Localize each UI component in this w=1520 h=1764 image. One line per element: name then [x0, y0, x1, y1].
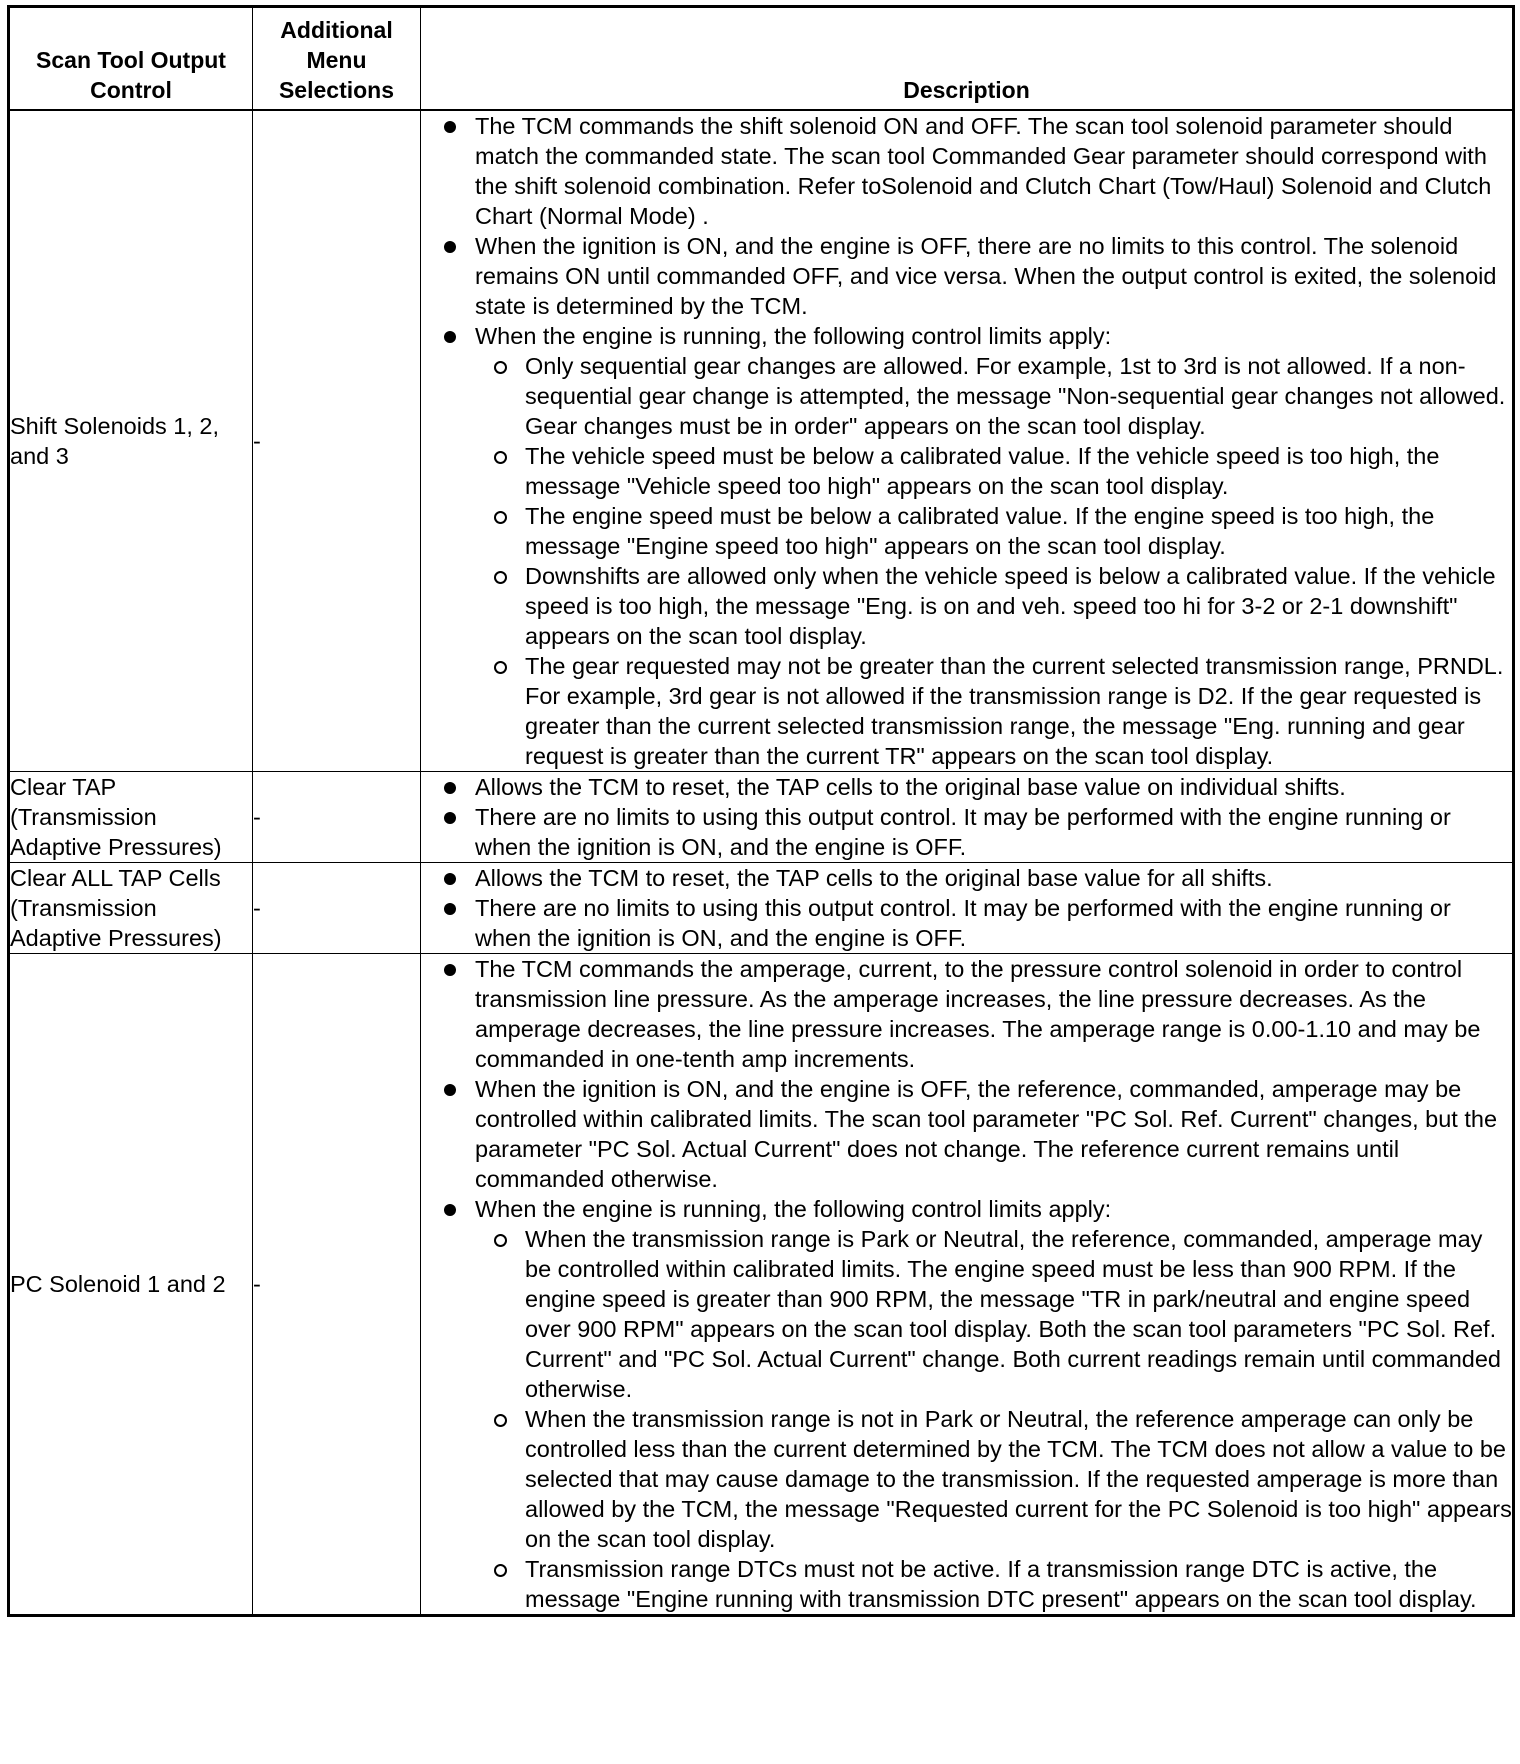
description-cell [421, 953, 1514, 1615]
bullet-text: When the engine is running, the following control limits apply: [475, 1195, 1112, 1222]
hollow-circle-icon [494, 571, 507, 584]
hollow-circle-icon [494, 451, 507, 464]
sub-bullet-text: When the transmission range is Park or Neutral, the reference, commanded, amperage may be controlled within calibrated limits. The engine speed must be less than 900 RPM. If the engine speed is greater than 900 RPM, the message "TR in park/neutral and engine speed over 900 RPM" appears on the scan tool display. Both the scan tool parameters "PC Sol. Ref. Current" and "PC Sol. Actual Current" change. Both current readings remain until commanded otherwise. [525, 1225, 1501, 1402]
sub-bullet-text: The vehicle speed must be below a calibrated value. If the vehicle speed is too high, the message "Vehicle speed too high" appears on the scan tool display. [525, 442, 1440, 499]
sub-bullet-text: Transmission range DTCs must not be active. If a transmission range DTC is active, the message "Engine running with transmission DTC present" appears on the scan tool display. [525, 1555, 1477, 1612]
hollow-circle-icon [494, 1414, 507, 1427]
bullet-dot-icon [444, 873, 456, 885]
table-row [9, 862, 1514, 953]
output-control-name: Clear ALL TAP Cells (Transmission Adaptive Pressures) [9, 862, 253, 953]
bullet-dot-icon [444, 782, 456, 794]
sub-bullet-text: Downshifts are allowed only when the vehicle speed is below a calibrated value. If the vehicle speed is too high, the message "Eng. is on and veh. speed too hi for 3-2 or 2-1 downshift" appears on the scan tool display. [525, 562, 1496, 649]
sub-bullet [475, 1224, 1512, 1404]
bullet-dot-icon [444, 121, 456, 133]
description-bullet-list [421, 954, 1512, 1614]
description-bullet-list [421, 111, 1512, 771]
bullet-dot-icon [444, 812, 456, 824]
header-additional-menu-selections: Additional Menu Selections [253, 7, 421, 110]
description-bullet [421, 893, 1512, 953]
additional-menu-selection: - [253, 771, 421, 862]
document-page [7, 5, 1512, 1617]
sub-bullet [475, 441, 1512, 501]
bullet-text: The TCM commands the shift solenoid ON and OFF. The scan tool solenoid parameter should match the commanded state. The scan tool Commanded Gear parameter should correspond with the shift solenoid combination. Refer toSolenoid and Clutch Chart (Tow/Haul) Solenoid and Clutch Chart (Normal Mode) . [475, 112, 1492, 229]
sub-bullet [475, 1404, 1512, 1554]
bullet-text: The TCM commands the amperage, current, to the pressure control solenoid in order to control transmission line pressure. As the amperage increases, the line pressure decreases. As the amperage decreases, the line pressure increases. The amperage range is 0.00-1.10 and may be commanded in one-tenth amp increments. [475, 955, 1481, 1072]
description-bullet [421, 802, 1512, 862]
description-bullet [421, 321, 1512, 771]
sub-bullet-text: Only sequential gear changes are allowed. For example, 1st to 3rd is not allowed. If a non-sequential gear change is attempted, the message "Non-sequential gear changes not allowed. Gear changes must be in order" appears on the scan tool display. [525, 352, 1506, 439]
bullet-dot-icon [444, 331, 456, 343]
table-row [9, 771, 1514, 862]
sub-bullet [475, 561, 1512, 651]
description-bullet [421, 1074, 1512, 1194]
sub-bullet-list [475, 1224, 1512, 1614]
description-bullet [421, 1194, 1512, 1614]
table-body [9, 110, 1514, 1616]
bullet-text: When the engine is running, the following control limits apply: [475, 322, 1112, 349]
description-bullet [421, 231, 1512, 321]
bullet-dot-icon [444, 1084, 456, 1096]
bullet-text: When the ignition is ON, and the engine is OFF, there are no limits to this control. The solenoid remains ON until commanded OFF, and vice versa. When the output control is exited, the solenoid state is determined by the TCM. [475, 232, 1497, 319]
hollow-circle-icon [494, 361, 507, 374]
description-bullet-list [421, 772, 1512, 862]
description-bullet [421, 954, 1512, 1074]
hollow-circle-icon [494, 511, 507, 524]
description-bullet [421, 772, 1512, 802]
description-cell [421, 862, 1514, 953]
description-cell [421, 771, 1514, 862]
sub-bullet [475, 651, 1512, 771]
table-row [9, 953, 1514, 1615]
bullet-text: When the ignition is ON, and the engine is OFF, the reference, commanded, amperage may be controlled within calibrated limits. The scan tool parameter "PC Sol. Ref. Current" changes, but the parameter "PC Sol. Actual Current" does not change. The reference current remains until commanded otherwise. [475, 1075, 1498, 1192]
description-bullet [421, 863, 1512, 893]
bullet-text: There are no limits to using this output control. It may be performed with the engine running or when the ignition is ON, and the engine is OFF. [475, 894, 1451, 951]
additional-menu-selection: - [253, 953, 421, 1615]
bullet-text: There are no limits to using this output control. It may be performed with the engine running or when the ignition is ON, and the engine is OFF. [475, 803, 1451, 860]
sub-bullet-text: The gear requested may not be greater than the current selected transmission range, PRNDL. For example, 3rd gear is not allowed if the transmission range is D2. If the gear requested is greater than the current selected transmission range, the message "Eng. running and gear request is greater than the current TR" appears on the scan tool display. [525, 652, 1504, 769]
bullet-dot-icon [444, 241, 456, 253]
header-description: Description [421, 7, 1514, 110]
table-row [9, 110, 1514, 772]
bullet-dot-icon [444, 903, 456, 915]
sub-bullet-text: The engine speed must be below a calibrated value. If the engine speed is too high, the message "Engine speed too high" appears on the scan tool display. [525, 502, 1435, 559]
description-cell [421, 110, 1514, 772]
table-header-row [9, 7, 1514, 110]
bullet-text: Allows the TCM to reset, the TAP cells to the original base value for all shifts. [475, 864, 1273, 891]
additional-menu-selection: - [253, 862, 421, 953]
sub-bullet [475, 501, 1512, 561]
hollow-circle-icon [494, 1234, 507, 1247]
output-control-name: Shift Solenoids 1, 2, and 3 [9, 110, 253, 772]
hollow-circle-icon [494, 661, 507, 674]
bullet-text: Allows the TCM to reset, the TAP cells to the original base value on individual shifts. [475, 773, 1346, 800]
additional-menu-selection: - [253, 110, 421, 772]
sub-bullet-text: When the transmission range is not in Park or Neutral, the reference amperage can only be controlled less than the current determined by the TCM. The TCM does not allow a value to be selected that may cause damage to the transmission. If the requested amperage is more than allowed by the TCM, the message "Requested current for the PC Solenoid is too high" appears on the scan tool display. [525, 1405, 1512, 1552]
description-bullet-list [421, 863, 1512, 953]
bullet-dot-icon [444, 964, 456, 976]
sub-bullet-list [475, 351, 1512, 771]
bullet-dot-icon [444, 1204, 456, 1216]
header-scan-tool-output-control: Scan Tool Output Control [9, 7, 253, 110]
output-control-table [7, 5, 1515, 1617]
output-control-name: Clear TAP (Transmission Adaptive Pressures) [9, 771, 253, 862]
output-control-name: PC Solenoid 1 and 2 [9, 953, 253, 1615]
sub-bullet [475, 1554, 1512, 1614]
sub-bullet [475, 351, 1512, 441]
description-bullet [421, 111, 1512, 231]
hollow-circle-icon [494, 1564, 507, 1577]
